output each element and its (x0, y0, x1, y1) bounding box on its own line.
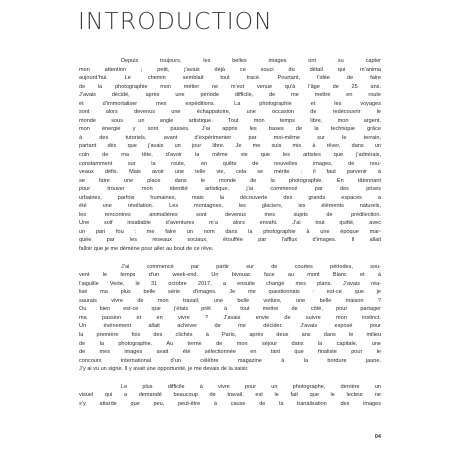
page-title: INTRODUCTION (78, 7, 273, 35)
text-line: vent le temps d’un week-end. Un bivouac face au mont Blanc et à (79, 272, 381, 279)
text-line: quée par les réseaux sociaux, étouffée par l’afflux d’images. Il allait (79, 237, 381, 244)
text-line: un pari fou : me faire un nom dans la photographie à une époque mar- (79, 228, 381, 235)
text-line: saurais vivre de mon travail, une belle voiture, une belle maison ? (79, 297, 381, 304)
text-line: l’aiguille Verte, le 31 octobre 2017, a ensuite changé mes plans. J’avais réa- (79, 280, 381, 287)
paragraph (79, 57, 381, 254)
text-line: J’y ai vu un signe. Il y avait une opportunité, je me devais de la saisir. (79, 366, 249, 373)
text-line: visuel qui a demandé beaucoup de travail, est le fait que le lecteur ne (79, 392, 381, 399)
text-line: ma passion et en vivre ? J’avais envie de suivre mon instinct. (79, 314, 381, 321)
text-line: pour trouver mon identité artistique, j’ai commencé par des prises (79, 186, 381, 193)
text-line: constamment sur la route, en quête de nouvelles images, de nou- (79, 160, 381, 167)
text-line: et d’immortaliser mes expéditions. La photographie et les voyages (79, 100, 381, 107)
text-line: lisé ma plus belle série d’images. Je me questionnais : est-ce que je (79, 289, 381, 296)
text-line: Un événement allait achever de me décider. J’avais exposé pour (79, 323, 381, 330)
text-line: mon énergie y sont passés. J’ai appris les bases de la technique grâce (79, 126, 381, 133)
text-line: Le plus difficile à vivre pour un photographe, derrière un (121, 383, 381, 390)
text-line: sont alors devenus une échappatoire, une occasion de redécouvrir le (79, 109, 381, 116)
text-line: Depuis toujours, les belles images ont su capter (121, 58, 381, 64)
text-line: les rencontres animalières sont devenus mes sujets de prédilection. (79, 211, 381, 218)
text-line: veaux défis. Mais avoir une telle vie, cela se mérite : il faut parvenir à (79, 169, 381, 176)
text-line: de la photographie mon métier ne m’est venue qu’à l’âge de 25 ans. (79, 83, 381, 90)
text-line: concours international d’un célèbre magazine à la bordure jaune. (79, 357, 381, 364)
paragraph-gap (79, 254, 381, 263)
text-line: été une révélation. Les montagnes, les glaciers, les éléments naturels, (79, 203, 381, 210)
text-line: s’y attarde que peu, peut-être à cause de la banalisation des images (79, 400, 381, 407)
text-line: la première fois des clichés à Paris, après deux ans dans le milieu (79, 331, 381, 338)
text-line: urbaines, parfois humaines, mais la découverte des grands espaces a (79, 194, 381, 201)
text-line: mon attention ; petit, j’avais déjà ce souci du détail qui m’anima (79, 66, 381, 73)
text-line: partant dès que j’avais un jour libre. Je me suis mis à rêver, dans un (79, 143, 381, 150)
text-line: J’ai commencé par partir sur de courtes périodes, sou- (121, 263, 381, 270)
text-line: coin de ma tête, d’avoir la même vie que les artistes que j’admirais, (79, 152, 381, 159)
text-line: de la photographie. Au terme de mon séjour dans la capitale, une (79, 340, 381, 347)
text-line: de mes images avait été sélectionnée en tant que finaliste pour le (79, 349, 381, 356)
page-number: 04 (374, 434, 381, 440)
paragraph-gap (79, 374, 381, 383)
text-line: Ou bien est-ce que j’étais prêt à tout mettre de côté, pour partager (79, 306, 381, 313)
paragraph (79, 263, 381, 374)
text-line: se faire une place dans le monde de la photographie. En tâtonnant (79, 177, 381, 184)
text-line: aujourd’hui. Le chemin semblait tout tracé. Pourtant, l’idée de faire (79, 75, 381, 82)
paragraph (79, 383, 381, 409)
text-line: falloir que je me démène pour aller au bout de ce rêve. (79, 246, 214, 253)
text-line: J’avais décidé, après une période difficile, de me mettre en route (79, 92, 381, 99)
text-line: à des tutoriels, avant d’expérimenter par moi-même sur le terrain, (79, 134, 381, 141)
text-line: monde sous un angle artistique. Tout mon temps libre, mon argent, (79, 117, 381, 124)
text-body (79, 57, 381, 408)
text-line: Une soif insatiable d’aventures m’a alors envahi. J’ai tout quitté, avec (79, 220, 381, 227)
